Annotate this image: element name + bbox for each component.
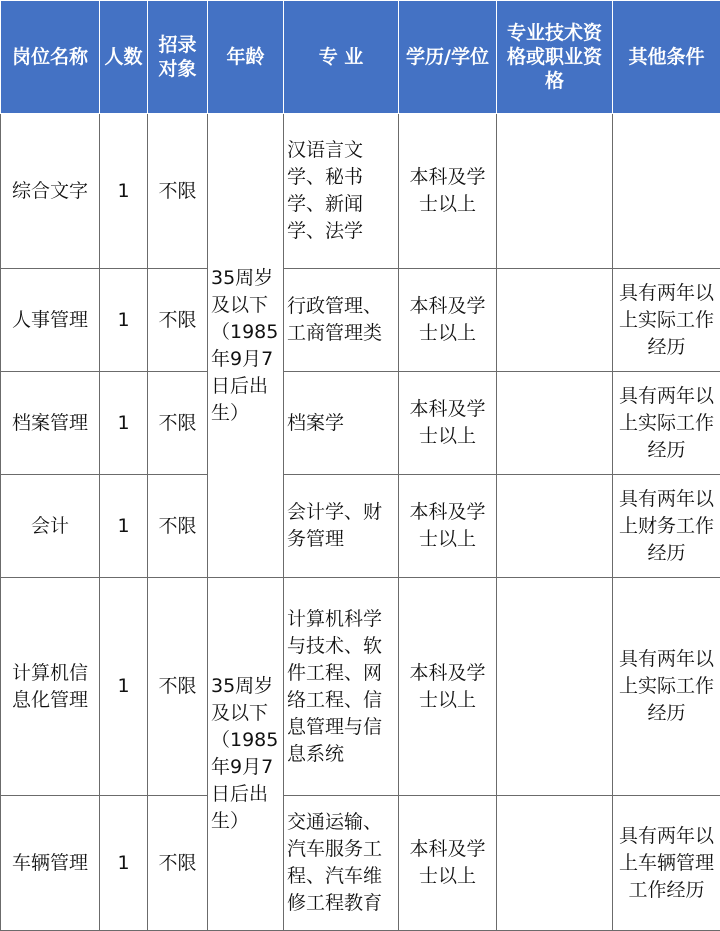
count-cell: 1: [100, 475, 148, 578]
education-cell: 本科及学士以上: [399, 269, 497, 372]
table-row: [1, 372, 720, 475]
count-cell: 1: [100, 372, 148, 475]
other-cell: 具有两年以上实际工作经历: [613, 269, 720, 372]
header-age: 年龄: [208, 1, 284, 114]
major-cell: 会计学、财务管理: [284, 475, 399, 578]
count-cell: 1: [100, 578, 148, 796]
education-cell: 本科及学士以上: [399, 372, 497, 475]
header-row: [1, 1, 720, 114]
other-cell: 具有两年以上车辆管理工作经历: [613, 796, 720, 931]
table-row: [1, 578, 720, 796]
other-cell: [613, 114, 720, 269]
major-cell: 计算机科学与技术、软件工程、网络工程、信息管理与信息系统: [284, 578, 399, 796]
major-cell: 汉语言文学、秘书学、新闻学、法学: [284, 114, 399, 269]
target-cell: 不限: [148, 269, 208, 372]
target-cell: 不限: [148, 114, 208, 269]
table-row: [1, 269, 720, 372]
header-education: 学历/学位: [399, 1, 497, 114]
education-cell: 本科及学士以上: [399, 578, 497, 796]
qualification-cell: [497, 578, 613, 796]
age-cell: 35周岁及以下（1985年9月7日后出生）: [208, 578, 284, 931]
age-cell: 35周岁及以下（1985年9月7日后出生）: [208, 114, 284, 578]
qualification-cell: [497, 475, 613, 578]
position-cell: 档案管理: [1, 372, 100, 475]
count-cell: 1: [100, 269, 148, 372]
position-cell: 计算机信息化管理: [1, 578, 100, 796]
other-cell: 具有两年以上实际工作经历: [613, 578, 720, 796]
major-cell: 档案学: [284, 372, 399, 475]
target-cell: 不限: [148, 475, 208, 578]
qualification-cell: [497, 114, 613, 269]
other-cell: 具有两年以上实际工作经历: [613, 372, 720, 475]
major-cell: 交通运输、汽车服务工程、汽车维修工程教育: [284, 796, 399, 931]
education-cell: 本科及学士以上: [399, 475, 497, 578]
target-cell: 不限: [148, 578, 208, 796]
header-qualification: 专业技术资格或职业资格: [497, 1, 613, 114]
major-cell: 行政管理、工商管理类: [284, 269, 399, 372]
position-cell: 综合文字: [1, 114, 100, 269]
header-other: 其他条件: [613, 1, 720, 114]
qualification-cell: [497, 796, 613, 931]
position-cell: 会计: [1, 475, 100, 578]
education-cell: 本科及学士以上: [399, 796, 497, 931]
other-cell: 具有两年以上财务工作经历: [613, 475, 720, 578]
table-row: [1, 114, 720, 269]
count-cell: 1: [100, 114, 148, 269]
table-row: [1, 475, 720, 578]
qualification-cell: [497, 269, 613, 372]
qualification-cell: [497, 372, 613, 475]
header-count: 人数: [100, 1, 148, 114]
header-major: 专 业: [284, 1, 399, 114]
target-cell: 不限: [148, 372, 208, 475]
header-target: 招录对象: [148, 1, 208, 114]
position-cell: 车辆管理: [1, 796, 100, 931]
education-cell: 本科及学士以上: [399, 114, 497, 269]
count-cell: 1: [100, 796, 148, 931]
header-position: 岗位名称: [1, 1, 100, 114]
target-cell: 不限: [148, 796, 208, 931]
position-cell: 人事管理: [1, 269, 100, 372]
table-row: [1, 796, 720, 931]
